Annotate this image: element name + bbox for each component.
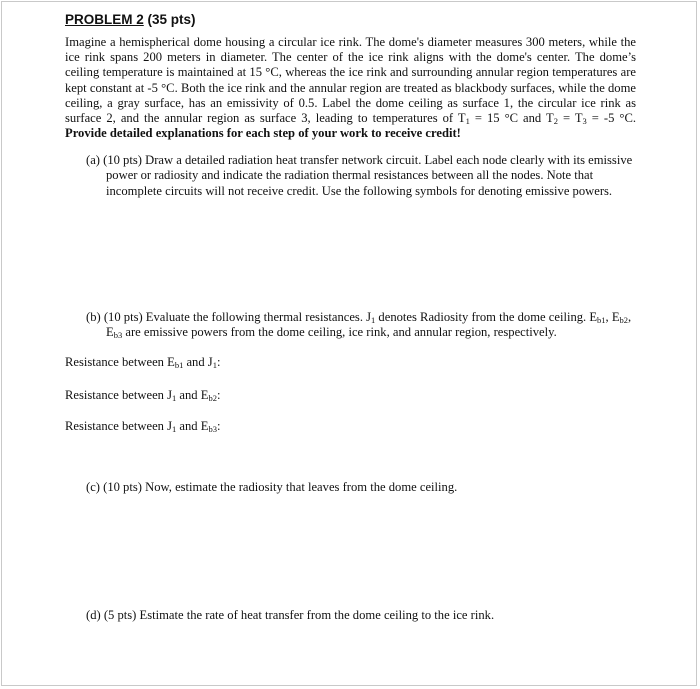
t1-value: = 15 °C and T xyxy=(469,111,554,126)
resistance-line xyxy=(65,355,220,370)
resistance-3-pre: Resistance between J xyxy=(65,419,173,433)
j1-subscript: 1 xyxy=(371,315,376,325)
part-d xyxy=(86,608,636,623)
part-a xyxy=(86,153,636,199)
resistance-2-sub-2: b2 xyxy=(208,393,217,403)
resistance-line xyxy=(65,388,220,403)
part-c-text: (c) (10 pts) Now, estimate the radiosity that leaves from the dome ceiling. xyxy=(86,480,458,494)
part-c xyxy=(86,480,636,495)
resistance-2-sub-1: 1 xyxy=(172,393,177,403)
problem-label: PROBLEM 2 xyxy=(65,12,144,27)
resistance-1-sub-2: 1 xyxy=(212,360,217,370)
resistance-2-mid: and E xyxy=(176,388,209,402)
resistance-line xyxy=(65,419,220,434)
t2-equals: = T xyxy=(557,111,583,126)
resistance-2-pre: Resistance between J xyxy=(65,388,173,402)
resistance-3-sub-2: b3 xyxy=(208,424,217,434)
bold-instruction: Provide detailed explanations for each step of your work to receive credit! xyxy=(65,126,461,141)
part-b-text-5: are emissive powers from the dome ceiling, ice rink, and annular region, respectively. xyxy=(122,325,557,340)
resistance-1-pre: Resistance between E xyxy=(65,355,175,369)
resistance-2-post: : xyxy=(216,388,221,402)
t3-subscript: 3 xyxy=(582,116,587,127)
part-a-text: (a) (10 pts) Draw a detailed radiation heat transfer network circuit. Label each node clearly with its emissive power or radiosity and indicate the radiation thermal resistances between all the nodes. Note that incomplete circuits will not receive credit. Use the following symbols for denoting emissive powers. xyxy=(86,153,633,198)
problem-intro xyxy=(65,35,636,141)
part-d-text: (d) (5 pts) Estimate the rate of heat transfer from the dome ceiling to the ice rink. xyxy=(86,608,495,622)
resistance-1-mid: and J xyxy=(183,355,213,369)
t3-value: = -5 °C. xyxy=(586,111,636,126)
eb3-subscript: b3 xyxy=(113,330,123,341)
eb2-subscript: b2 xyxy=(619,315,629,325)
eb1-subscript: b1 xyxy=(597,315,606,325)
resistance-3-sub-1: 1 xyxy=(172,424,177,434)
problem-title xyxy=(65,12,196,27)
t1-subscript: 1 xyxy=(465,116,470,127)
resistance-3-mid: and E xyxy=(176,419,209,433)
part-b-text-1: (b) (10 pts) Evaluate the following thermal resistances. J xyxy=(86,310,372,324)
part-b-text-2: denotes Radiosity from the dome ceiling. E xyxy=(375,310,598,324)
problem-points: (35 pts) xyxy=(143,12,196,27)
intro-text: Imagine a hemispherical dome housing a circular ice rink. The dome's diameter measures 300 meters, while the ice rink spans 200 meters in diameter. The center of the ice rink aligns with the dome's center. The dome’s ceiling temperature is maintained at 15 °C, whereas the ice rink and surrounding annular region temperatures are kept constant at -5 °C. Both the ice rink and the annular region are treated as blackbody surfaces, while the dome ceiling, a gray surface, has an emissivity of 0.5. Label the dome ceiling as surface 1, the circular ice rink as surface 2, and the annular region as surface 3, leading to temperatures of T xyxy=(65,35,636,126)
part-b-text-3: , E xyxy=(605,310,620,324)
t2-subscript: 2 xyxy=(553,116,558,127)
part-b xyxy=(86,310,636,341)
resistance-1-sub-1: b1 xyxy=(174,360,184,370)
resistance-1-post: : xyxy=(216,355,221,369)
part-b-text-4: , E xyxy=(106,310,632,340)
resistance-3-post: : xyxy=(216,419,221,433)
